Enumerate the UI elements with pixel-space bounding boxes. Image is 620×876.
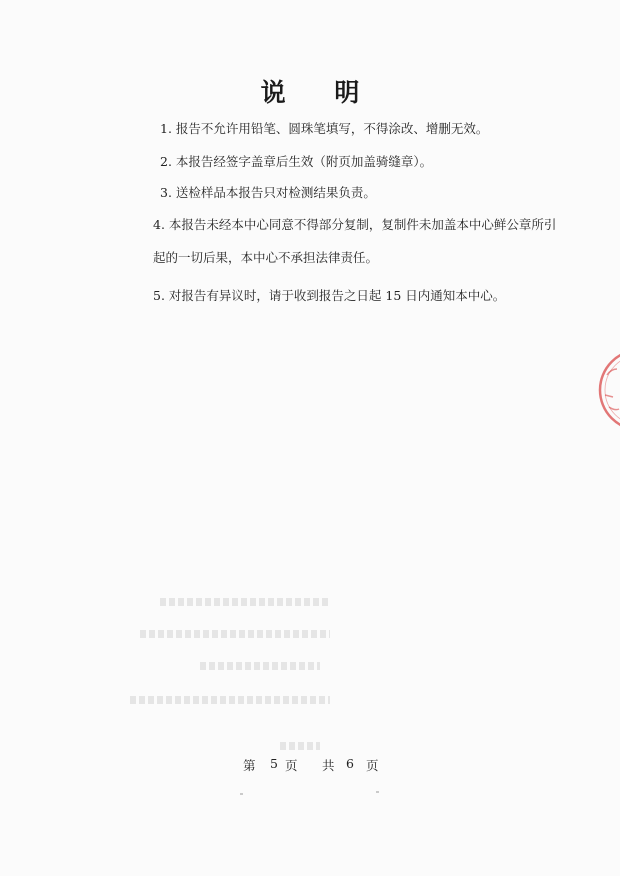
note-item-5: 5. 对报告有异议时，请于收到报告之日起 15 日内通知本中心。 xyxy=(153,288,506,303)
note-item-4: 4. 本报告未经本中心同意不得部分复制，复制件未加盖本中心鲜公章所引 xyxy=(153,217,557,232)
footer-di-label: 第 xyxy=(243,758,256,773)
paper-speck xyxy=(240,793,243,795)
paper-speck xyxy=(376,791,379,793)
note-item-3: 3. 送检样品本报告只对检测结果负责。 xyxy=(160,185,376,200)
total-page-number: 6 xyxy=(346,756,354,771)
current-page-number: 5 xyxy=(270,756,278,771)
bleed-through-text xyxy=(130,592,350,752)
note-item-4-continued: 起的一切后果，本中心不承担法律责任。 xyxy=(153,250,379,265)
seal-icon xyxy=(595,345,620,435)
page-title: 说 明 xyxy=(260,78,380,107)
note-item-1: 1. 报告不允许用铅笔、圆珠笔填写，不得涂改、增删无效。 xyxy=(160,121,489,136)
footer-total-label: 共 xyxy=(322,758,335,773)
footer-page-label: 页 xyxy=(285,758,298,773)
footer-page-label-2: 页 xyxy=(366,758,379,773)
note-item-2: 2. 本报告经签字盖章后生效（附页加盖骑缝章）。 xyxy=(160,154,433,169)
